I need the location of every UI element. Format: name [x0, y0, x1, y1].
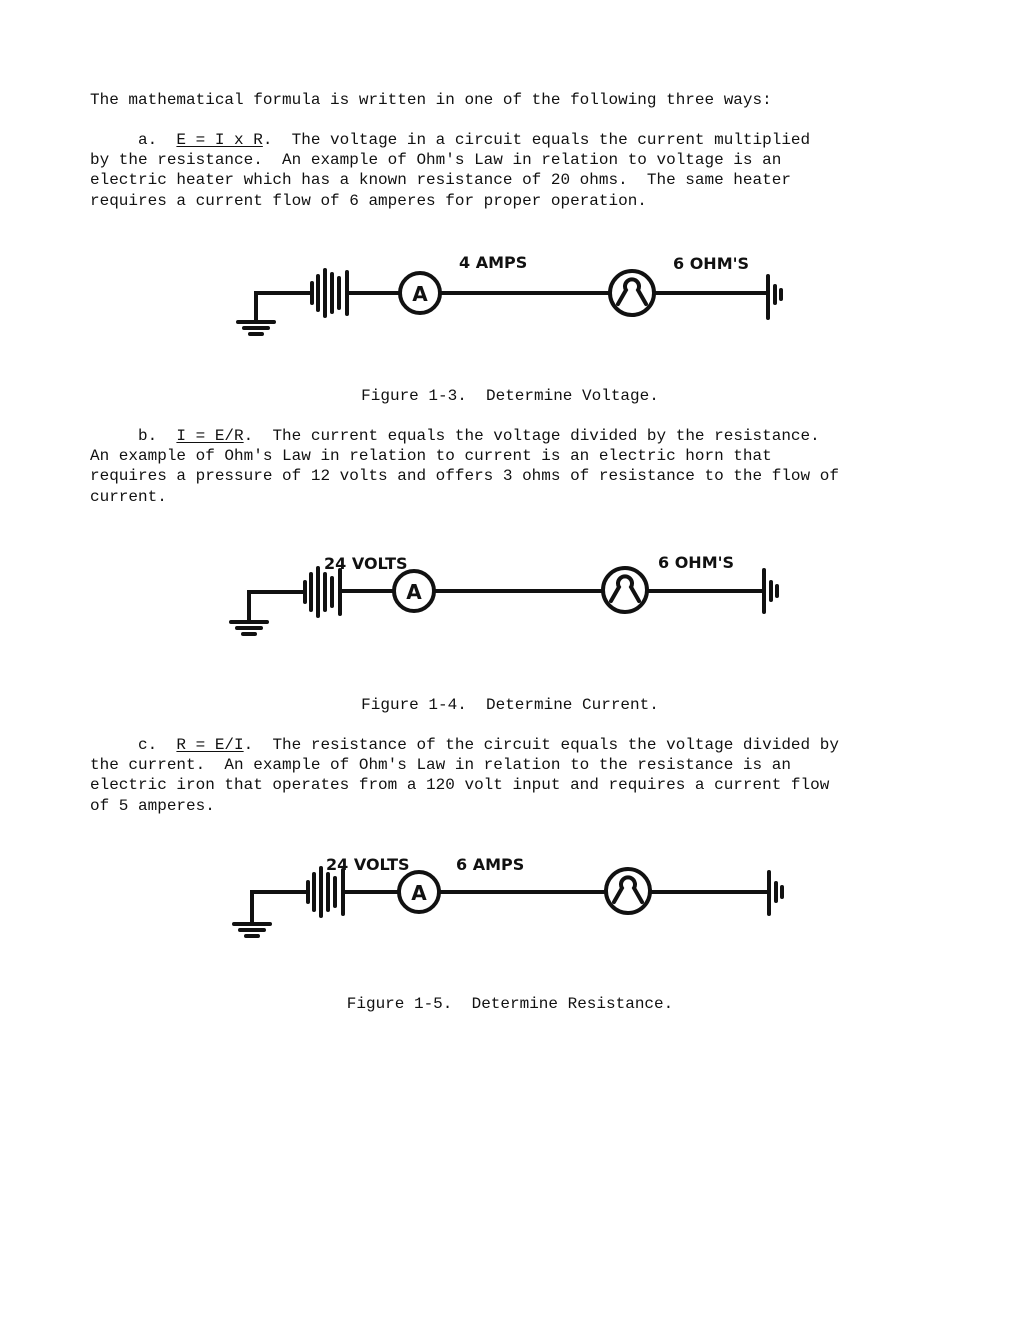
item-a-line-4: requires a current flow of 6 amperes for proper operation.	[90, 191, 647, 210]
item-a-line-1: . The voltage in a circuit equals the current multiplied	[262, 131, 811, 149]
figure-1-4-ammeter-symbol: A	[406, 580, 422, 604]
item-b-line-4: current.	[90, 487, 167, 506]
figure-1-4-voltage-label: 24 VOLTS	[324, 554, 408, 573]
item-a-marker: a.	[138, 131, 158, 149]
item-b-line-1: . The current equals the voltage divided by the resistance.	[243, 427, 820, 445]
figure-1-4-circuit	[225, 548, 795, 648]
figure-1-3-resistance-label: 6 OHM'S	[673, 254, 750, 273]
figure-1-5-caption: Figure 1-5. Determine Resistance.	[346, 995, 674, 1013]
figure-1-3-circuit	[230, 248, 800, 348]
intro-paragraph: The mathematical formula is written in one of the following three ways:	[90, 91, 772, 109]
figure-1-3-current-label: 4 AMPS	[459, 253, 528, 272]
figure-1-5-current-label: 6 AMPS	[456, 855, 525, 874]
item-c-line-4: of 5 amperes.	[90, 796, 215, 815]
figure-1-5-voltage-label: 24 VOLTS	[326, 855, 410, 874]
item-a-paragraph	[90, 130, 810, 211]
item-a-line-3: electric heater which has a known resistance of 20 ohms. The same heater	[90, 171, 791, 190]
figure-1-4-caption: Figure 1-4. Determine Current.	[361, 696, 659, 714]
figure-1-5-ammeter-symbol: A	[411, 881, 427, 905]
figure-1-3-ammeter-symbol: A	[412, 282, 428, 306]
item-b-line-3: requires a pressure of 12 volts and offers 3 ohms of resistance to the flow of	[90, 467, 839, 486]
figure-1-3-caption: Figure 1-3. Determine Voltage.	[361, 387, 659, 405]
item-c-paragraph	[90, 735, 839, 816]
item-a-line-2: by the resistance. An example of Ohm's Law in relation to voltage is an	[90, 151, 782, 170]
figure-1-4-resistance-label: 6 OHM'S	[658, 553, 735, 572]
item-c-line-3: electric iron that operates from a 120 volt input and requires a current flow	[90, 776, 830, 795]
item-c-marker: c.	[138, 736, 158, 754]
item-b-paragraph	[90, 426, 839, 507]
item-c-formula: R = E/I	[176, 736, 244, 754]
item-c-line-1: . The resistance of the circuit equals the voltage divided by	[243, 736, 839, 754]
item-b-line-2: An example of Ohm's Law in relation to current is an electric horn that	[90, 447, 772, 466]
item-a-formula: E = I x R	[176, 131, 263, 149]
item-b-marker: b.	[138, 427, 158, 445]
figure-1-5-circuit	[230, 850, 800, 950]
item-c-line-2: the current. An example of Ohm's Law in relation to the resistance is an	[90, 756, 791, 775]
item-b-formula: I = E/R	[176, 427, 244, 445]
